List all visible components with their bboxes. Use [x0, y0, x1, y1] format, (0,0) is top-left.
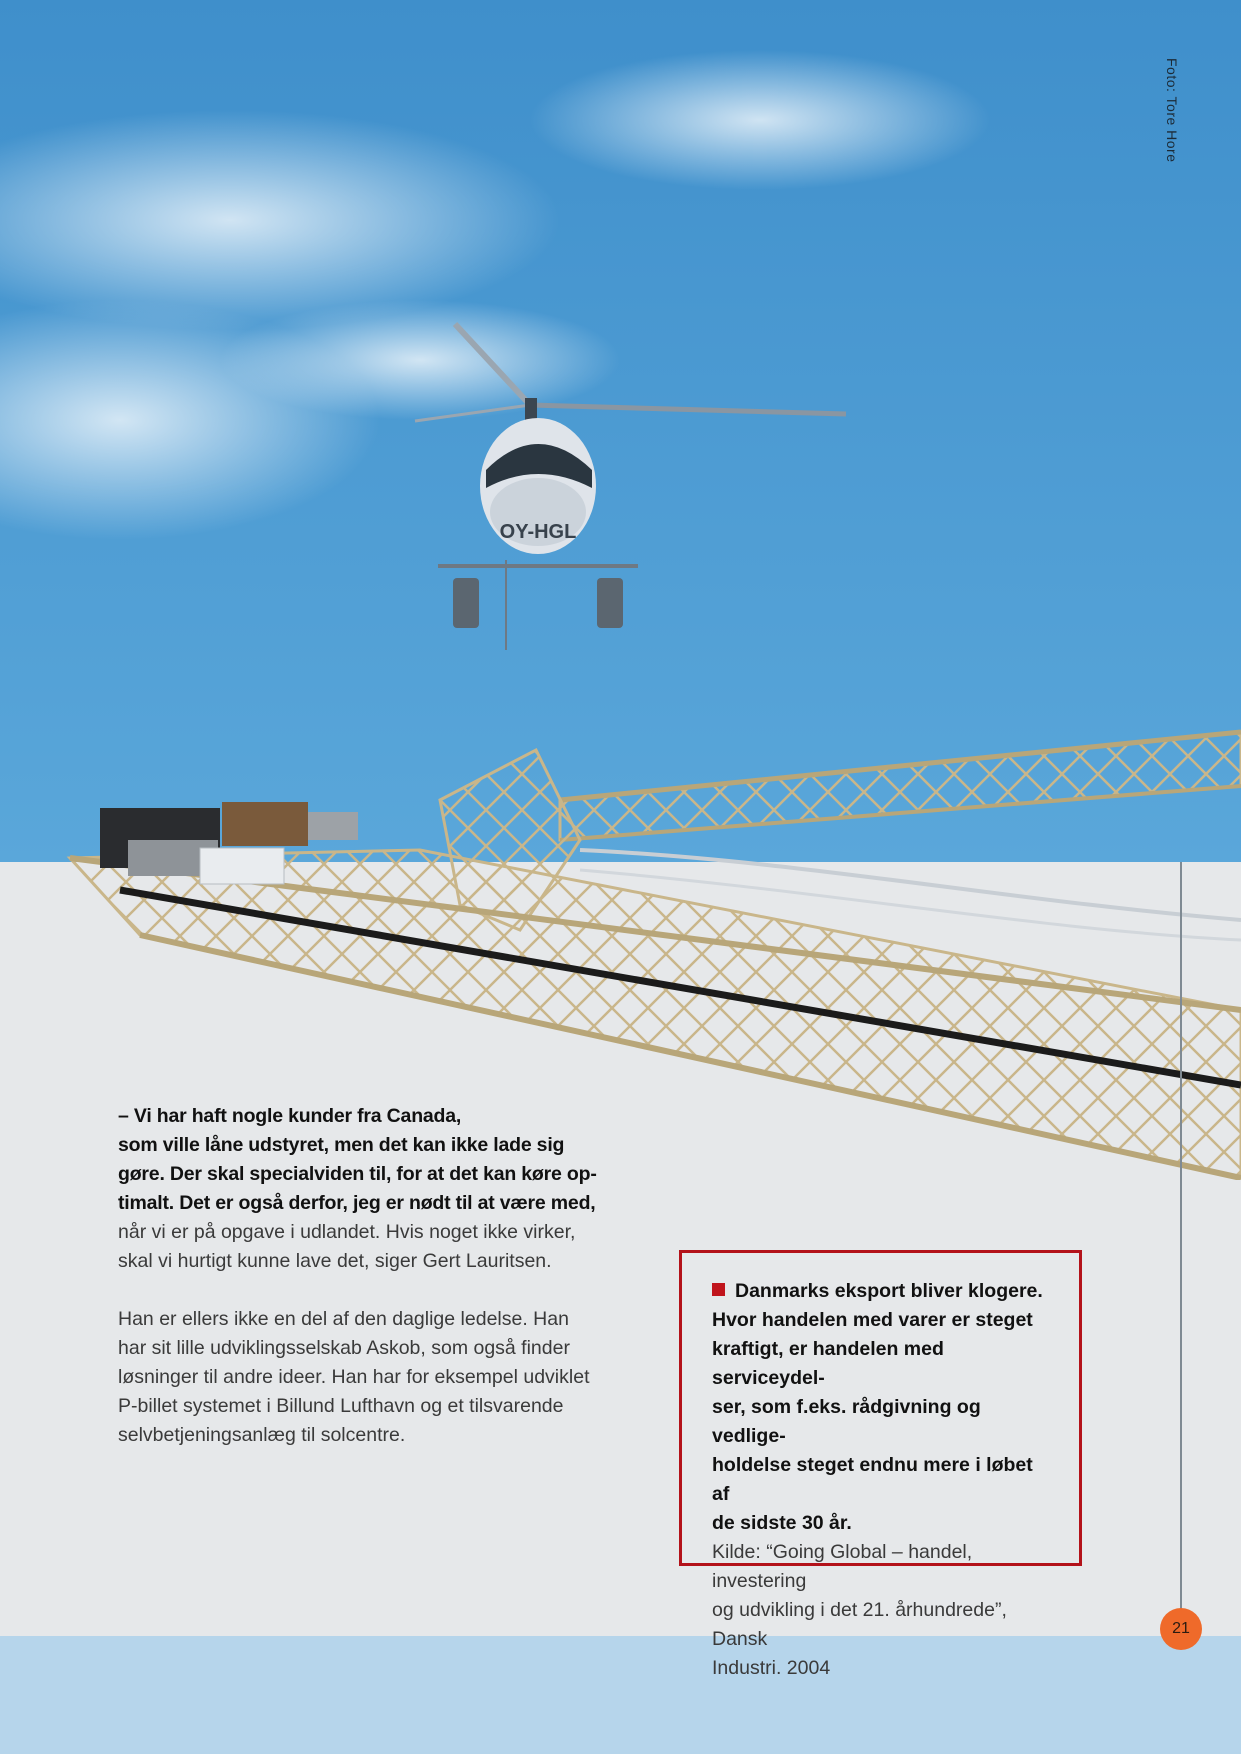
- equipment-box: [222, 802, 308, 846]
- square-bullet-icon: [712, 1283, 725, 1296]
- lead-line: gøre. Der skal specialviden til, for at det kan køre op-: [118, 1163, 597, 1185]
- fact-box-source-line: og udvikling i det 21. århundrede”, Dansk: [712, 1599, 1007, 1650]
- text-line: når vi er på opgave i udlandet. Hvis noget ikke virker,: [118, 1221, 576, 1243]
- fact-box-source-line: Kilde: “Going Global – handel, investering: [712, 1541, 973, 1592]
- fact-box-heading-line: Hvor handelen med varer er steget: [712, 1309, 1033, 1331]
- fact-box: [679, 1250, 1082, 1679]
- fact-box-heading-line: de sidste 30 år.: [712, 1512, 852, 1534]
- text-line: P-billet systemet i Billund Lufthavn og et tilsvarende: [118, 1395, 564, 1417]
- lead-line: timalt. Det er også derfor, jeg er nødt til at være med,: [118, 1192, 596, 1214]
- text-line: skal vi hurtigt kunne lave det, siger Gert Lauritsen.: [118, 1250, 552, 1272]
- text-line: har sit lille udviklingsselskab Askob, som også finder: [118, 1337, 570, 1359]
- lead-line: som ville låne udstyret, men det kan ikke lade sig: [118, 1134, 565, 1156]
- photo-credit: Foto: Tore Hore: [1164, 58, 1180, 163]
- text-line: Han er ellers ikke en del af den daglige ledelse. Han: [118, 1308, 569, 1330]
- fact-box-source-line: Industri. 2004: [712, 1657, 831, 1679]
- cloud: [530, 50, 990, 190]
- cloud: [220, 300, 620, 420]
- text-line: selvbetjeningsanlæg til solcentre.: [118, 1424, 406, 1446]
- equipment-box: [200, 848, 284, 884]
- registration-mark: OY-HGL: [499, 521, 577, 543]
- fact-box-heading-line: ser, som f.eks. rådgivning og vedlige-: [712, 1396, 981, 1447]
- lead-line: – Vi har haft nogle kunder fra Canada,: [118, 1105, 462, 1127]
- fact-box-heading-line: kraftigt, er handelen med serviceydel-: [712, 1338, 944, 1389]
- equipment-box: [308, 812, 358, 840]
- article-text: [118, 1102, 598, 1450]
- text-line: løsninger til andre ideer. Han har for eksempel udviklet: [118, 1366, 590, 1388]
- page-number: 21: [1160, 1608, 1202, 1650]
- fact-box-heading-line: holdelse steget endnu mere i løbet af: [712, 1454, 1033, 1505]
- fact-box-heading-line: Danmarks eksport bliver klogere.: [712, 1277, 1049, 1306]
- bottom-band: [0, 1636, 1241, 1754]
